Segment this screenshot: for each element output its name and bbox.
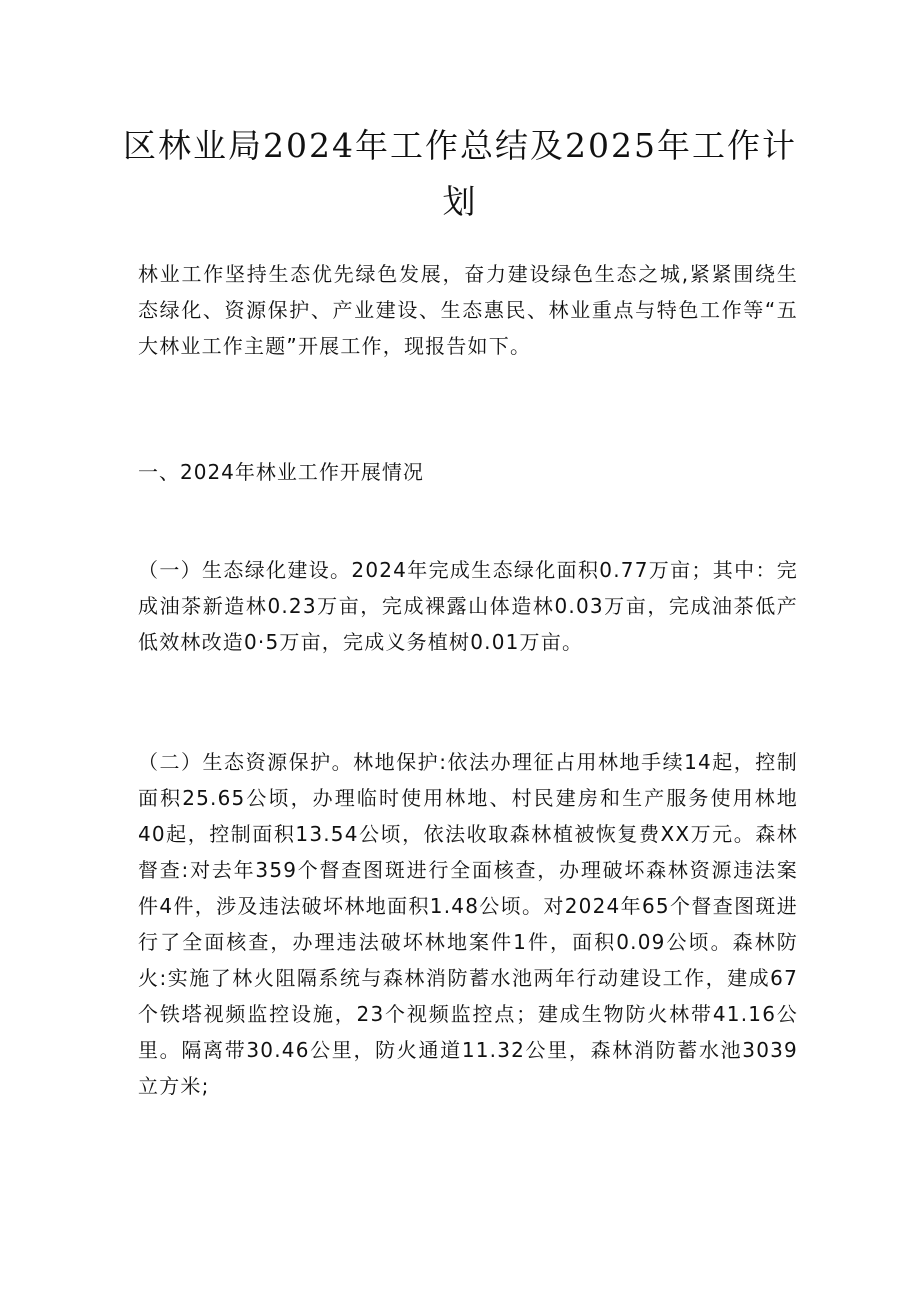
section-heading: 一、2024年林业工作开展情况 — [138, 460, 424, 484]
paragraph-resource-protection: （二）生态资源保护。林地保护:依法办理征占用林地手续14起，控制面积25.65公顷，办理临时使用林地、村民建房和生产服务使用林地40起，控制面积13.54公顷，依法收取森林植被恢复费XX万元。森林督查:对去年359个督查图斑进行全面核查，办理破坏森林资源违法案件4件，涉及违法破坏林地面积1.48公顷。对2024年65个督查图斑进行了全面核查，办理违法破坏林地案件1件，面积0.09公顷。森林防火:实施了林火阻隔系统与森林消防蓄水池两年行动建设工作，建成67个铁塔视频监控设施，23个视频监控点；建成生物防火林带41.16公里。隔离带30.46公里，防火通道11.32公里，森林消防蓄水池3039立方米; — [138, 750, 798, 1098]
title-line-2: 划 — [442, 182, 478, 221]
document-title — [120, 118, 800, 230]
title-line-1: 区林业局2024年工作总结及2025年工作计 — [123, 126, 797, 165]
paragraph-greening: （一）生态绿化建设。2024年完成生态绿化面积0.77万亩；其中：完成油茶新造林0.23万亩，完成裸露山体造林0.03万亩，完成油茶低产低效林改造0·5万亩，完成义务植树0.01万亩。 — [138, 558, 798, 654]
intro-paragraph: 林业工作坚持生态优先绿色发展，奋力建设绿色生态之城,紧紧围绕生态绿化、资源保护、产业建设、生态惠民、林业重点与特色工作等“五大林业工作主题”开展工作，现报告如下。 — [138, 262, 798, 358]
